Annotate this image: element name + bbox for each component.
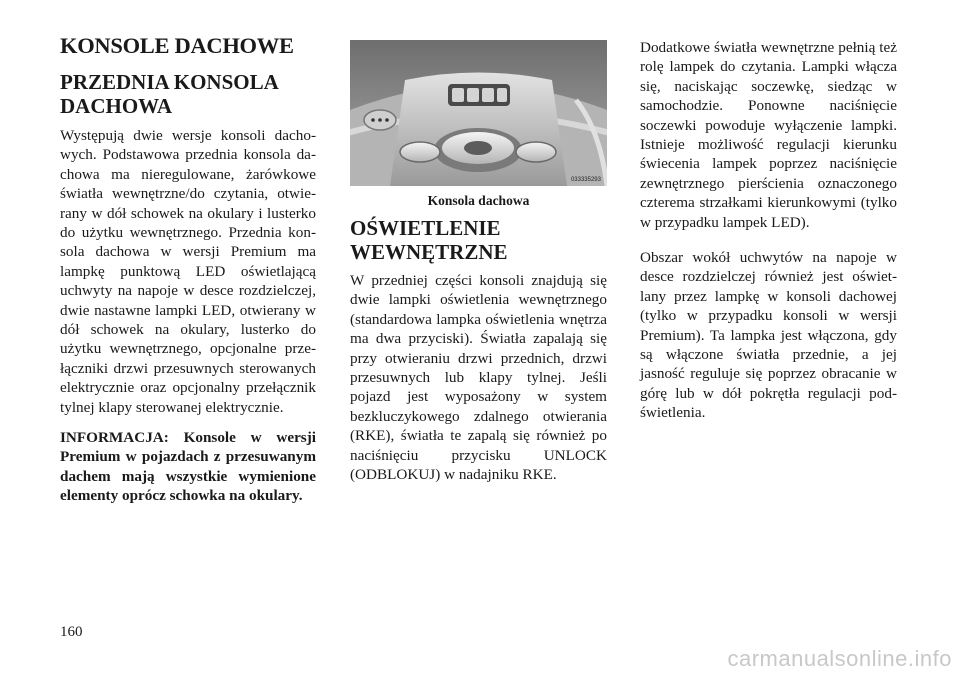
- intro-paragraph: Występują dwie wersje konsoli dachowych. Podstawowa przednia konsola dachowa ma nieregulowane, żarówkowe światła wewnętrzne/do czytania, otwierany w dół schowek na okulary i lusterko do użytku wewnętrznego. Przednia konsola dachowa w wersji Premium ma lampkę punktową LED oświetlającą uchwyty na napoje w desce rozdzielczej, dwie nastawne lampki LED, otwierany w dół schowek na okulary, lusterko do użytku wewnętrznego, opcjonalne przełączniki drzwi przesuwnych sterowanych elektrycznie oraz opcjonalny przełącznik tylnej klapy sterowanej elektrycznie.: [60, 127, 316, 416]
- lighting-paragraph: W przedniej części konsoli znajdują się dwie lampki oświetlenia wewnętrznego (standardowa lampka oświetlenia wnętrza ma dwa przyciski). Światła zapalają się przy otwieraniu drzwi przednich, drzwi przesuwnych lub klapy tylnej. Jeśli pojazd jest wyposażony w system bezkluczykowego zdalnego otwierania (RKE), światła te zapalą się również po naciśnięciu przycisku UNLOCK (ODBLOKUJ) w nadajniku RKE.: [350, 272, 607, 484]
- watermark: carmanualsonline.info: [727, 646, 952, 671]
- subsection-title: PRZEDNIA KONSOLA DACHOWA: [60, 70, 278, 118]
- figure-caption: Konsola dachowa: [427, 193, 530, 208]
- overhead-console-photo: [350, 40, 607, 186]
- section-title: KONSOLE DACHOWE: [60, 33, 294, 58]
- info-note: INFORMACJA: Konsole w wersji Premium w pojazdach z przesuwanym dachem mają wszystkie wymienione elementy oprócz schowka na okulary.: [60, 429, 316, 505]
- page-number: 160: [60, 624, 83, 640]
- console-illustration: [350, 40, 607, 186]
- reading-lamps-paragraph: Dodatkowe światła wewnętrzne pełnią też rolę lampek do czytania. Lampki włącza się, naciskając soczewkę, siedząc w samochodzie. Ponowne naciśnięcie soczewki powoduje wyłączenie lampki. Istnieje możliwość regulacji kierunku świecenia lampek poprzez naciśnięcie zewnętrznego pierścienia oznaczonego czterema strzałkami kierunkowymi (tylko w przypadku lampek LED).: [640, 39, 897, 231]
- figure-code: 033335293: [570, 177, 601, 183]
- cupholder-light-paragraph: Obszar wokół uchwytów na napoje w desce rozdzielczej również jest oświetlany przez lampkę w konsoli dachowej (tylko w przypadku konsoli w wersji Premium). Ta lampka jest włączona, gdy są włączone światła przednie, a jej jasność reguluje się poprzez obracanie w górę lub w dół pokrętła regulacji podświetlenia.: [640, 249, 897, 422]
- lighting-heading: OŚWIETLENIE WEWNĘTRZNE: [350, 216, 508, 264]
